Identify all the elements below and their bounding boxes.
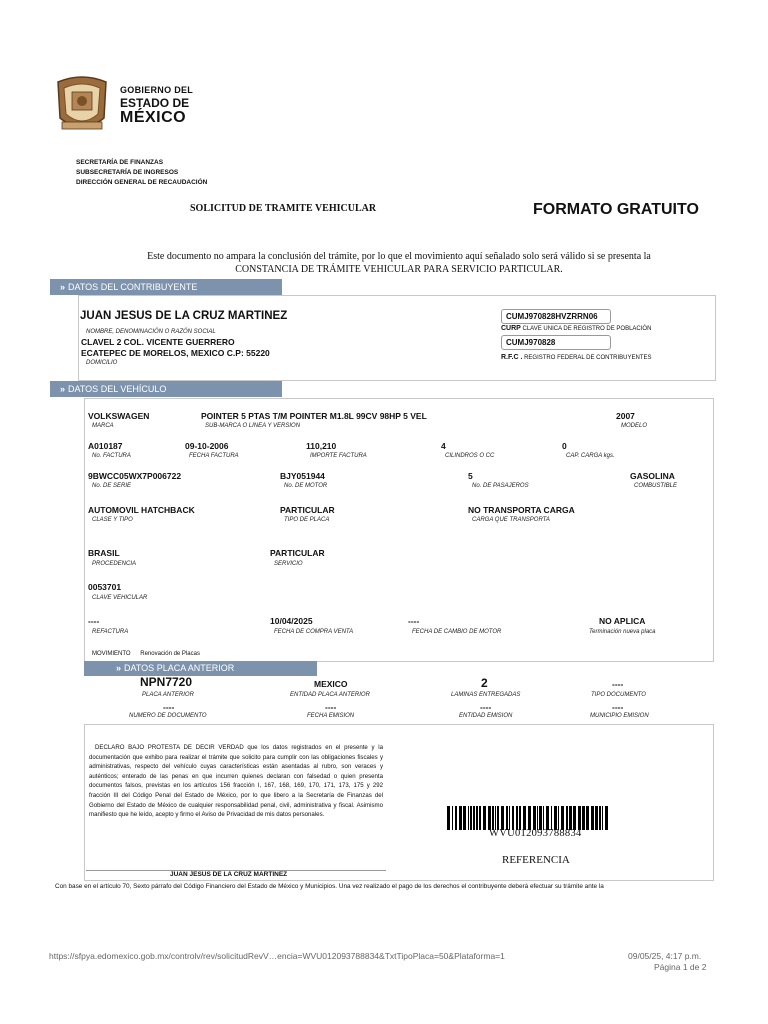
barcode-bar (452, 806, 453, 830)
notice-line-2: CONSTANCIA DE TRÁMITE VEHICULAR PARA SERVICIO PARTICULAR. (235, 264, 563, 275)
entidad-emision-value: ---- (480, 702, 492, 712)
carga-transporta-value: NO TRANSPORTA CARGA (468, 505, 575, 515)
rfc-row (501, 354, 652, 361)
placa-anterior-label: PLACA ANTERIOR (142, 692, 194, 698)
barcode-bar (599, 806, 601, 830)
section-bar-vehiculo (50, 381, 282, 397)
pasajeros-label: No. DE PASAJEROS (472, 483, 529, 489)
clase-label: CLASE Y TIPO (92, 517, 133, 523)
fecha-emision-value: ---- (325, 702, 337, 712)
fecha-factura-label: FECHA FACTURA (189, 453, 239, 459)
fecha-compra-label: FECHA DE COMPRA VENTA (274, 629, 354, 635)
tipo-placa-value: PARTICULAR (280, 505, 335, 515)
document-title: SOLICITUD DE TRAMITE VEHICULAR (190, 203, 377, 214)
barcode-bar (512, 806, 514, 830)
address-label: DOMICILIO (86, 360, 118, 366)
formato-gratuito: FORMATO GRATUITO (533, 201, 699, 218)
chevron-right-icon: » (60, 282, 64, 292)
barcode-bar (533, 806, 536, 830)
barcode-bar (537, 806, 538, 830)
dept-secretaria: SECRETARÍA DE FINANZAS (76, 159, 164, 166)
section-title-placa-anterior: DATOS PLACA ANTERIOR (124, 663, 235, 673)
entidad-emision-label: ENTIDAD EMISION (459, 713, 513, 719)
curp-row (501, 325, 651, 332)
barcode-bar (470, 806, 472, 830)
barcode-bar (473, 806, 475, 830)
carga-label: CAP. CARGA kgs. (566, 453, 615, 459)
tipo-doc-value: ---- (612, 679, 624, 689)
barcode-bar (573, 806, 576, 830)
barcode-bar (495, 806, 496, 830)
curp-value: CUMJ970828HVZRRN06 (501, 309, 611, 324)
barcode-bar (595, 806, 598, 830)
refactura-label: REFACTURA (92, 629, 129, 635)
num-doc-value: ---- (163, 702, 175, 712)
fecha-compra-value: 10/04/2025 (270, 616, 313, 626)
department-lines (76, 158, 207, 188)
barcode-bar (578, 806, 581, 830)
chevron-right-icon: » (116, 663, 120, 673)
movimiento-row (92, 651, 200, 657)
clave-label: CLAVE VEHICULAR (92, 595, 148, 601)
laminas-value: 2 (481, 676, 488, 690)
barcode-bar (602, 806, 603, 830)
barcode-bar (591, 806, 594, 830)
barcode-bar (551, 806, 552, 830)
barcode-bar (546, 806, 549, 830)
importe-value: 110,210 (306, 441, 337, 451)
importe-label: IMPORTE FACTURA (310, 453, 367, 459)
tipo-doc-label: TIPO DOCUMENTO (591, 692, 646, 698)
print-datetime: 09/05/25, 4:17 p.m. (628, 951, 702, 961)
barcode-bar (501, 806, 504, 830)
barcode-bar (519, 806, 521, 830)
barcode-bar (455, 806, 457, 830)
barcode-bar (468, 806, 469, 830)
dept-subsecretaria: SUBSECRETARÍA DE INGRESOS (76, 169, 179, 176)
barcode-bar (463, 806, 466, 830)
barcode-bar (605, 806, 608, 830)
fecha-motor-label: FECHA DE CAMBIO DE MOTOR (412, 629, 502, 635)
logo-line-1: GOBIERNO DEL (120, 85, 194, 95)
fecha-emision-label: FECHA EMISION (307, 713, 355, 719)
tipo-placa-label: TIPO DE PLACA (284, 517, 330, 523)
terminacion-label: Terminación nueva placa (589, 629, 656, 635)
page-number: Página 1 de 2 (654, 962, 707, 972)
barcode-bar (528, 806, 531, 830)
address-line-2: ECATEPEC DE MORELOS, MEXICO C.P: 55220 (81, 348, 270, 358)
barcode-bar (554, 806, 557, 830)
rfc-tag: R.F.C . (501, 354, 523, 361)
dept-direccion: DIRECCIÓN GENERAL DE RECAUDACIÓN (76, 179, 208, 186)
barcode (446, 806, 611, 830)
section-title-contribuyente: DATOS DEL CONTRIBUYENTE (68, 282, 198, 292)
section-title-vehiculo: DATOS DEL VEHÍCULO (68, 384, 167, 394)
article-note: Con base en el artículo 70, Sexto párrafo del Código Financiero del Estado de México y Municipios. Una vez realizado el pago de los derechos el contribuyente deberá efectuar su trámite ante la (55, 883, 604, 890)
barcode-bar (447, 806, 450, 830)
barcode-bar (506, 806, 508, 830)
notice-line-1: Este documento no ampara la conclusión del trámite, por lo que el movimiento aquí señalado solo será válido si se presenta la (147, 251, 651, 262)
rfc-value: CUMJ970828 (501, 335, 611, 350)
movimiento-label: MOVIMIENTO (92, 651, 131, 657)
serie-value: 9BWCC05WX7P006722 (88, 471, 182, 481)
barcode-bar (476, 806, 478, 830)
submarca-label: SUB-MARCA O LINEA Y VERSION (205, 423, 301, 429)
barcode-bar (459, 806, 462, 830)
chevron-right-icon: » (60, 384, 64, 394)
laminas-label: LAMINAS ENTREGADAS (451, 692, 521, 698)
terminacion-value: NO APLICA (599, 616, 646, 626)
servicio-label: SERVICIO (274, 561, 303, 567)
referencia-label: REFERENCIA (502, 854, 570, 866)
entidad-label: ENTIDAD PLACA ANTERIOR (290, 692, 370, 698)
declaration-text: DECLARO BAJO PROTESTA DE DECIR VERDAD que los datos registrados en el presente y la documentación que exhibo para realizar el trámite que solicito para cumplir con las obligaciones fiscales y administrativas, respecto del vehículo cuyas características están asentadas al rubro, son veraces y auténticos; enterado de las penas en que incurren quienes declaran con falsedad o quien presenta documentos falsos, previstas en los artículos 156 fracción I, 167, 168, 169, 170, 171, 173, 175 y 292 fracción III del Código Penal del Estado de México, por lo que libero a la Secretaría de Finanzas del Gobierno del Estado de México de cualquier responsabilidad penal, civil, administrativa y fiscal. Asimismo manifiesto que he leído, acepto y firmo el Aviso de Privacidad de mis datos personales. (89, 744, 383, 819)
factura-value: A010187 (88, 441, 123, 451)
servicio-value: PARTICULAR (270, 548, 325, 558)
barcode-bar (523, 806, 526, 830)
barcode-bar (582, 806, 585, 830)
carga-transporta-label: CARGA QUE TRANSPORTA (472, 517, 550, 523)
combustible-value: GASOLINA (630, 471, 675, 481)
modelo-value: 2007 (616, 411, 635, 421)
submarca-value: POINTER 5 PTAS T/M POINTER M1.8L 99CV 98HP 5 VEL (201, 411, 427, 421)
taxpayer-name-label: NOMBRE, DENOMINACIÓN O RAZÓN SOCIAL (86, 329, 216, 335)
barcode-bar (558, 806, 559, 830)
signer-name: JUAN JESUS DE LA CRUZ MARTINEZ (170, 871, 288, 878)
cilindros-label: CILINDROS O CC (445, 453, 495, 459)
pasajeros-value: 5 (468, 471, 473, 481)
clase-value: AUTOMOVIL HATCHBACK (88, 505, 195, 515)
rfc-label: REGISTRO FEDERAL DE CONTRIBUYENTES (524, 355, 652, 361)
barcode-bar (479, 806, 481, 830)
print-url[interactable]: https://sfpya.edomexico.gob.mx/controlv/rev/solicitudRevV…encia=WVU012093788834&TxtTipoPlaca=50&Plataforma=1 (49, 951, 505, 961)
barcode-number: WVU012093788834 (489, 828, 582, 839)
carga-value: 0 (562, 441, 567, 451)
cilindros-value: 4 (441, 441, 446, 451)
procedencia-value: BRASIL (88, 548, 120, 558)
curp-tag: CURP (501, 325, 521, 332)
refactura-value: ---- (88, 616, 100, 626)
fecha-factura-value: 09-10-2006 (185, 441, 229, 451)
curp-label: CLAVE UNICA DE REGISTRO DE POBLACIÓN (522, 326, 652, 332)
barcode-bar (516, 806, 518, 830)
marca-label: MARCA (92, 423, 114, 429)
entidad-value: MEXICO (314, 679, 348, 689)
coat-of-arms-logo (54, 74, 110, 134)
barcode-bar (561, 806, 564, 830)
barcode-bar (586, 806, 589, 830)
barcode-bar (509, 806, 510, 830)
movimiento-value: Renovación de Placas (140, 651, 200, 657)
fecha-motor-value: ---- (408, 616, 420, 626)
barcode-bar (539, 806, 542, 830)
barcode-bar (543, 806, 544, 830)
municipio-label: MUNICIPIO EMISION (590, 713, 649, 719)
section-bar-contribuyente (50, 279, 282, 295)
barcode-bar (483, 806, 486, 830)
placa-anterior-value: NPN7720 (140, 675, 193, 689)
clave-value: 0053701 (88, 582, 122, 592)
logo-line-3: MÉXICO (120, 109, 187, 126)
municipio-value: ---- (612, 702, 624, 712)
procedencia-label: PROCEDENCIA (92, 561, 137, 567)
barcode-bar (566, 806, 568, 830)
barcode-bar (497, 806, 499, 830)
barcode-bar (488, 806, 491, 830)
num-doc-label: NUMERO DE DOCUMENTO (129, 713, 207, 719)
taxpayer-name: JUAN JESUS DE LA CRUZ MARTINEZ (80, 310, 288, 322)
motor-label: No. DE MOTOR (284, 483, 328, 489)
factura-label: No. FACTURA (92, 453, 131, 459)
barcode-bar (569, 806, 572, 830)
barcode-bar (492, 806, 494, 830)
logo-line-2: ESTADO DE (120, 96, 190, 110)
serie-label: No. DE SERIE (92, 483, 132, 489)
modelo-label: MODELO (621, 423, 648, 429)
state-logo-text (120, 86, 193, 126)
marca-value: VOLKSWAGEN (88, 411, 150, 421)
section-bar-placa-anterior (84, 661, 317, 676)
combustible-label: COMBUSTIBLE (634, 483, 678, 489)
notice (70, 250, 728, 276)
address-line-1: CLAVEL 2 COL. VICENTE GUERRERO (81, 337, 235, 347)
motor-value: BJY051944 (280, 471, 325, 481)
